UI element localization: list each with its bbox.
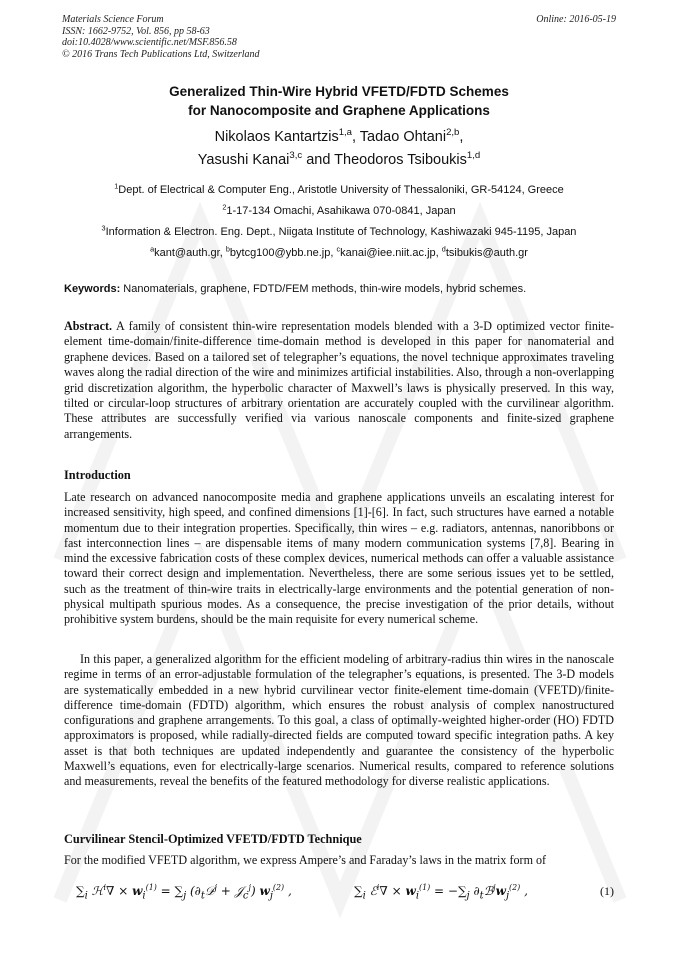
keywords (64, 283, 616, 295)
technique-paragraph-1: For the modified VFETD algorithm, we express Ampere’s and Faraday’s laws in the matrix form of (64, 853, 547, 867)
affil-text: Information & Electron. Eng. Dept., Niigata Institute of Technology, Kashiwazaki 945-1195, Japan (105, 226, 577, 238)
issn-line: ISSN: 1662-9752, Vol. 856, pp 58-63 (62, 25, 210, 37)
abstract-label: Abstract. (64, 319, 113, 333)
title-line-1: Generalized Thin-Wire Hybrid VFETD/FDTD Schemes (169, 84, 509, 99)
author-name: Theodoros Tsiboukis (334, 152, 467, 168)
keywords-label: Keywords: (64, 283, 121, 295)
affil-marker: 3 (101, 223, 106, 233)
affil-text: Dept. of Electrical & Computer Eng., Aristotle University of Thessaloniki, GR-54124, Greece (118, 184, 564, 196)
abstract-text: A family of consistent thin-wire representation models blended with a 3-D optimized vector finite-element time-domain/finite-difference time-domain method is developed in this paper for nanomaterial and graphene devices. Based on a tailored set of telegrapher’s equations, the novel technique approximates traveling waves along the radial direction of the wire and minimizes artificial instabilities. Also, through a non-overlapping grid discretization algorithm, the hyperbolic character of Maxwell’s laws is physically preserved. In this way, tilted or circular-loop structures of arbitrary orientation are accurately coupled with the curvilinear algorithm. These attributes are successfully verified via various nanoscale components and finite-sized graphene arrangements. (64, 319, 614, 441)
paper-title (0, 82, 678, 120)
author-affil-marker: 1,a (338, 127, 352, 139)
section-heading-technique: Curvilinear Stencil-Optimized VFETD/FDTD Technique (64, 832, 362, 846)
equation-1 (64, 880, 614, 904)
affiliation-1 (0, 180, 678, 201)
equation-number: (1) (600, 884, 614, 898)
intro-paragraph-1: Late research on advanced nanocomposite media and graphene applications unveils an escalating interest for increased sensitivity, high speed, and confined dimensions [1]-[6]. In fact, such structures have earned a notable momentum due to their integration properties. Specifically, thin wires – e.g. radiators, antennas, nanoribbons or fast interconnection lines – are dispensable items of many modern communication systems [7,8]. Bearing in mind the excessive fabrication costs of these complex devices, numerical methods can offer a valuable assistance toward their correct design and implementation. Nevertheless, there are some serious issues yet to be settled, such as the treatment of thin-wire traits in electrically-large environments and the potential generation of non-physical multipath spurious modes. As a consequence, the precise investigation of the prior details, without prohibitive system burdens, should be the main requisite for every numerical scheme. (64, 490, 614, 627)
email-marker: a (150, 244, 155, 254)
section-heading-introduction: Introduction (64, 468, 131, 482)
author-name: Tadao Ohtani (359, 129, 447, 145)
email-marker: c (336, 244, 341, 254)
keywords-text: Nanomaterials, graphene, FDTD/FEM methods, thin-wire models, hybrid schemes. (120, 283, 527, 295)
affiliations (0, 180, 678, 264)
email-list (0, 243, 678, 264)
author-affil-marker: 2,b (446, 127, 460, 139)
affil-text: 1-17-134 Omachi, Asahikawa 070-0841, Japan (226, 205, 456, 217)
author-conjunction: and (302, 152, 335, 168)
journal-name: Materials Science Forum (62, 14, 164, 25)
doi-link[interactable]: doi:10.4028/www.scientific.net/MSF.856.58 (62, 37, 237, 48)
author-separator: , (459, 129, 464, 145)
author-affil-marker: 3,c (289, 150, 303, 162)
author-line-1 (0, 126, 678, 149)
author-name: Yasushi Kanai (197, 152, 290, 168)
author-affil-marker: 1,d (466, 150, 481, 162)
email-marker: d (441, 244, 446, 254)
email-link[interactable]: kant@auth.gr, (154, 247, 226, 259)
author-name: Nikolaos Kantartzis (214, 129, 339, 145)
email-link[interactable]: bytcg100@ybb.ne.jp, (229, 247, 337, 259)
journal-header (62, 14, 260, 60)
equation-faraday: $\sum_i$ ℰ$^i$∇ × $w_i^{(1)} = -\sum_j$ $\partial_tℬ^jw_j^{(2)}$ , (354, 883, 528, 902)
author-line-2 (0, 149, 678, 172)
email-link[interactable]: tsibukis@auth.gr (445, 247, 528, 259)
affiliation-2 (0, 201, 678, 222)
affiliation-3 (0, 222, 678, 243)
online-date: Online: 2016-05-19 (536, 14, 616, 25)
author-separator: , (352, 129, 360, 145)
equation-ampere: $\sum_i$ ℋ$^i$∇ × $w_i^{(1)} = \sum_j$ ($\partial_t𝒟^j$ + 𝒥$_c^j$) $w_j^{(2)}$ , (76, 883, 292, 902)
email-marker: b (225, 244, 230, 254)
copyright-line: © 2016 Trans Tech Publications Ltd, Switzerland (62, 48, 260, 60)
intro-paragraph-2: In this paper, a generalized algorithm for the efficient modeling of arbitrary-radius thin wires in the nanoscale regime in terms of an error-adjustable formulation of the telegrapher’s equations, is presented. The 3-D models are systematically embedded in a new hybrid curvilinear vector finite-element time-domain (VFETD)/finite-difference time-domain (FDTD) algorithm, which ensures the robust analysis of complex nanostructured configurations and graphene arrangements. To this goal, a class of optimally-weighted higher-order (HO) FDTD approximators is proposed, while radially-directed fields are computed toward specific integration paths. A key asset is that both techniques are updated independently and guarantee the consistency of the hyperbolic Maxwell’s equations, even for electrically-large scenarios. Numerical results, compared to reference solutions and measurements, reveal the benefits of the featured methodology for diverse realistic applications. (64, 652, 614, 789)
author-list (0, 126, 678, 172)
affil-marker: 1 (114, 181, 119, 191)
affil-marker: 2 (222, 202, 227, 212)
title-line-2: for Nanocomposite and Graphene Applications (188, 103, 490, 118)
abstract (64, 319, 614, 442)
email-link[interactable]: kanai@iee.niit.ac.jp, (340, 247, 442, 259)
